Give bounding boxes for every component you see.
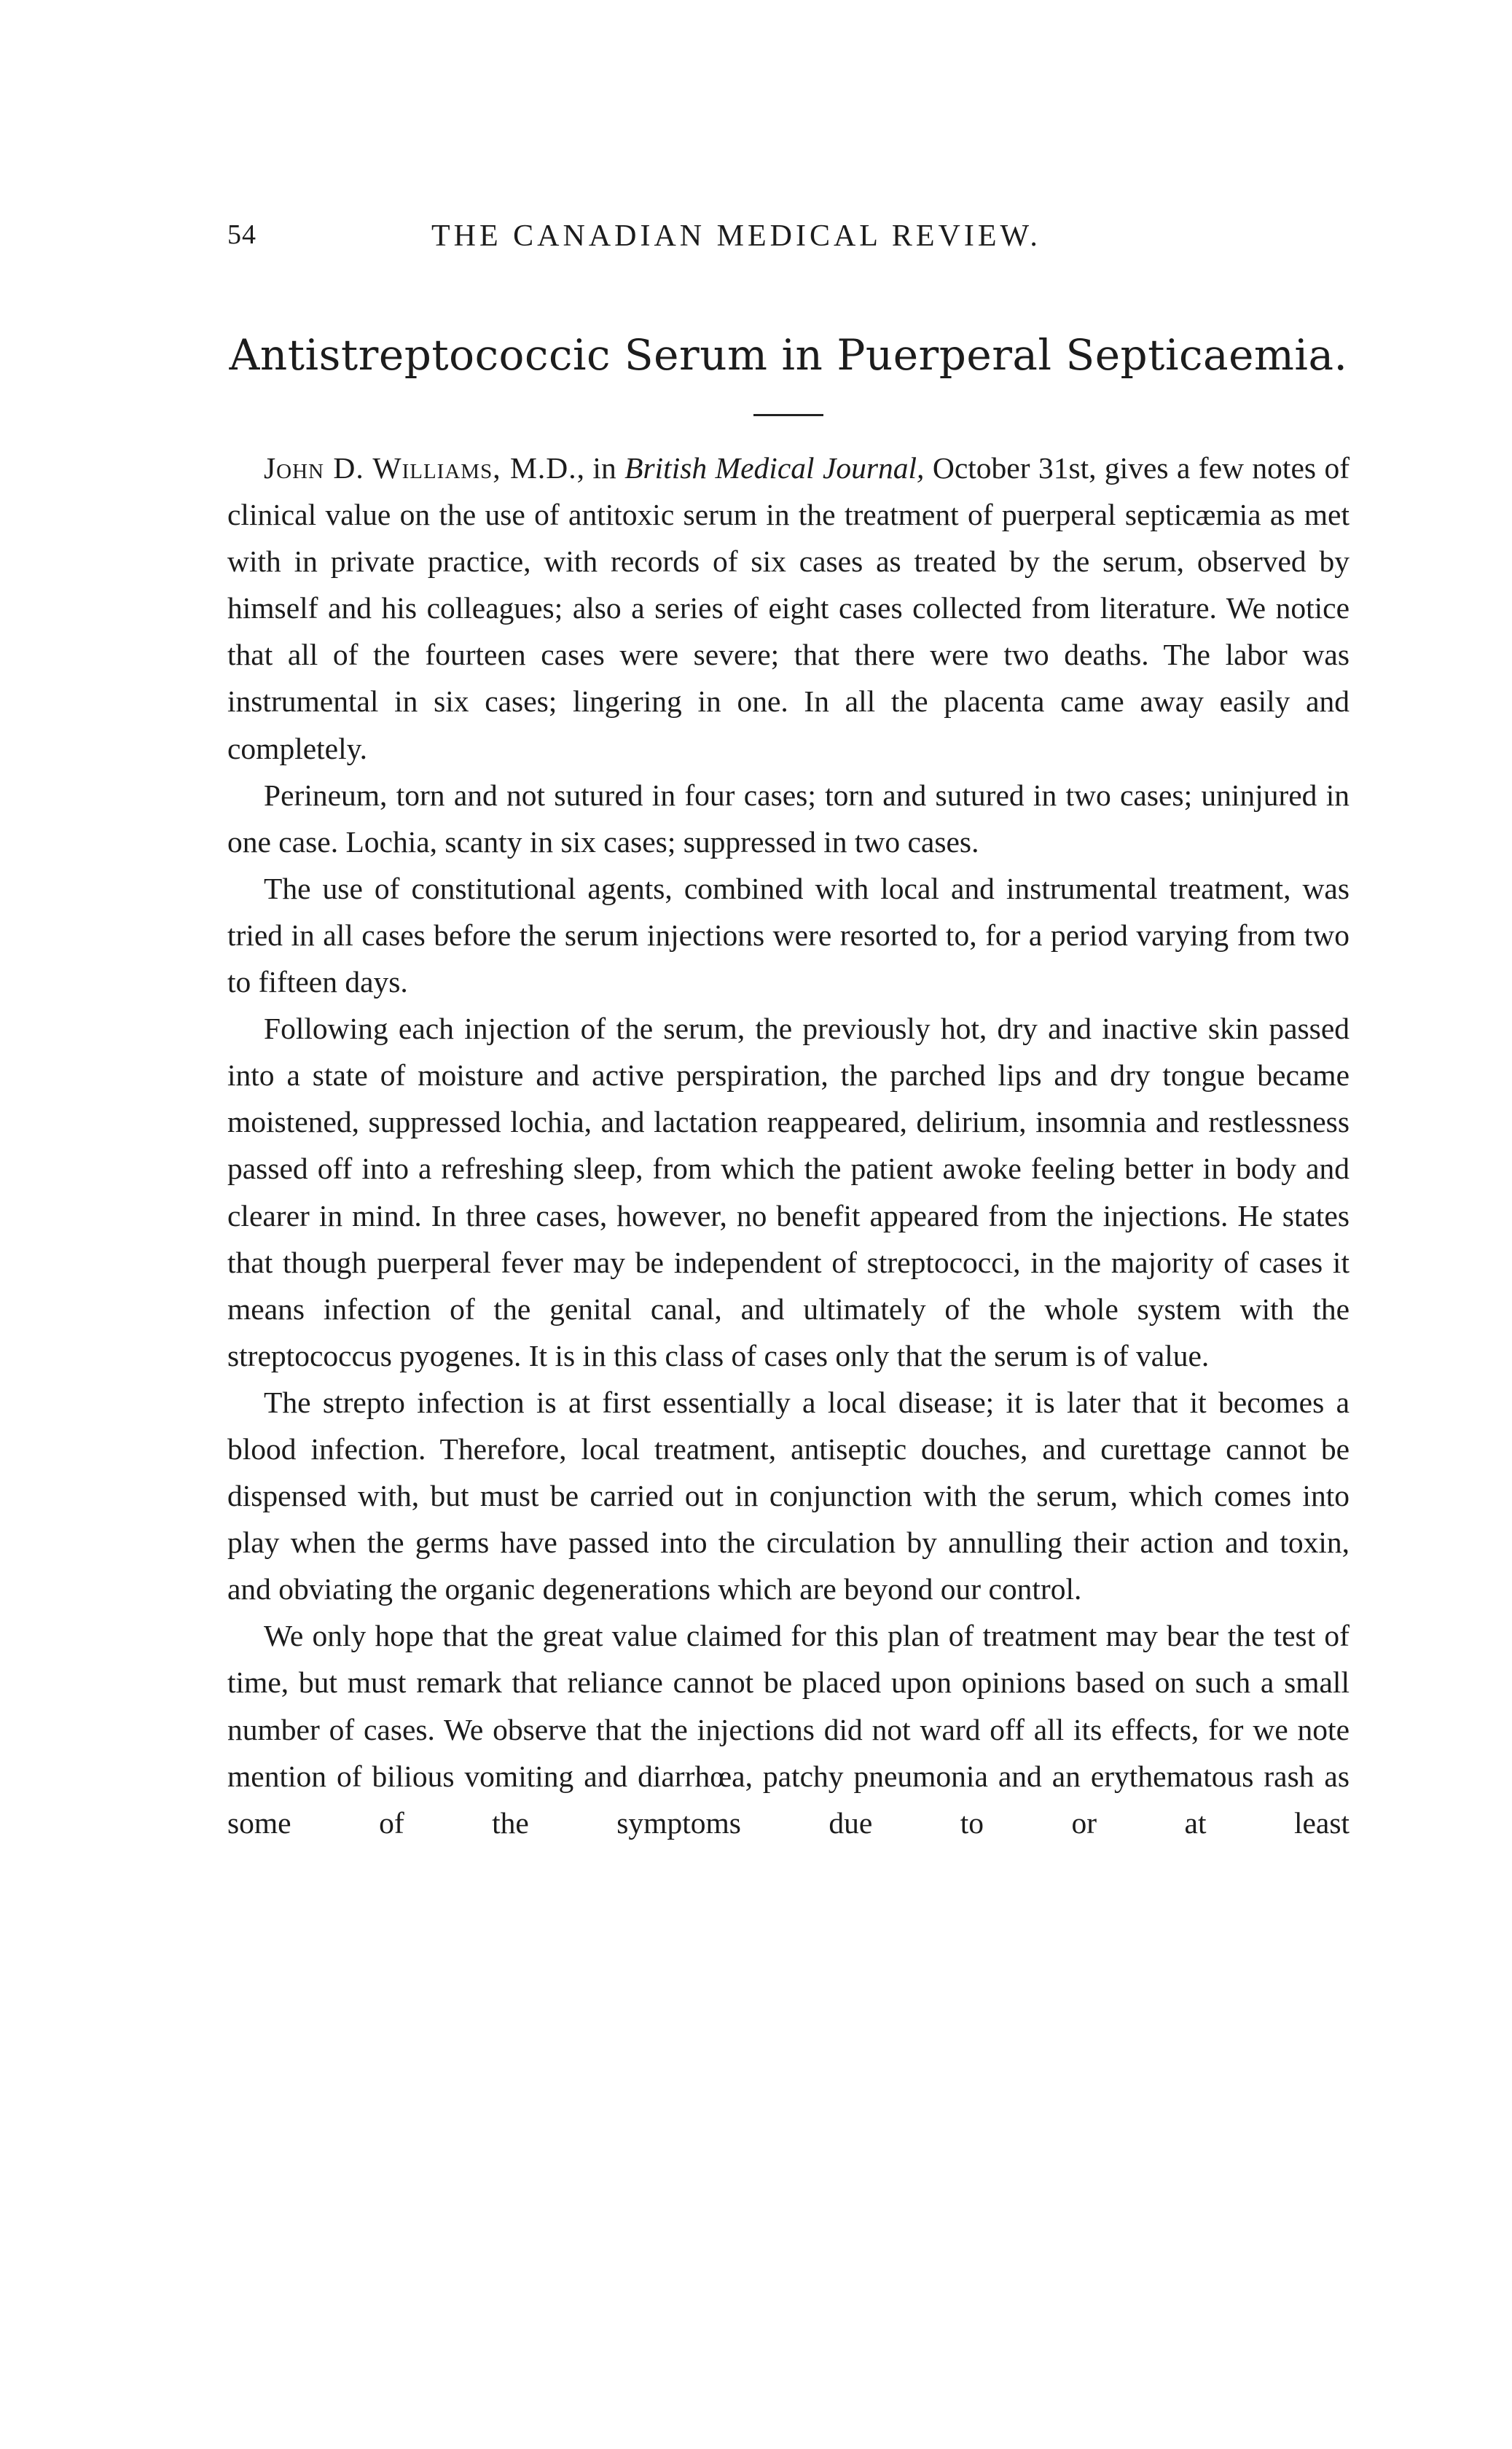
page-number: 54	[227, 219, 256, 250]
paragraph-2: Perineum, torn and not sutured in four cases; torn and sutured in two cases; uninjured in one case. Lochia, scanty in six cases; suppressed in two cases.	[227, 778, 1350, 859]
paragraph-1	[227, 445, 1350, 772]
title-divider	[753, 414, 823, 416]
paragraph-6: We only hope that the great value claimed for this plan of treatment may bear the test of time, but must remark that reliance cannot be placed upon opinions based on such a small number of cases. We observe that the injections did not ward off all its effects, for we note mention of bilious vomiting and diarrhœa, patchy pneumonia and an erythematous rash as some of the symptoms due to or at least	[227, 1619, 1350, 1840]
article-title: Antistreptococcic Serum in Puerperal Septicaemia.	[229, 330, 1348, 380]
paragraph-5: The strepto infection is at first essentially a local disease; it is later that it becomes a blood infection. Therefore, local treatment, antiseptic douches, and curettage cannot be dispensed with, but must be carried out in conjunction with the serum, which comes into play when the germs have passed into the circulation by annulling their action and toxin, and obviating the organic degenerations which are beyond our control.	[227, 1385, 1350, 1606]
running-header	[227, 219, 1350, 262]
paragraph-1-text: October 31st, gives a few notes of clinical value on the use of antitoxic serum in the treatment of puerperal septicæmia as met with in private practice, with records of six cases as treated by the serum, observed by himself and his colleagues; also a series of eight cases collected from literature. We notice that all of the fourteen cases were severe; that there were two deaths. The labor was instrumental in six cases; lingering in one. In all the placenta came away easily and completely.	[227, 451, 1350, 765]
source-journal: British Medical Journal,	[624, 451, 925, 485]
paragraph-3: The use of constitutional agents, combined with local and instrumental treatment, was tried in all cases before the serum injections were resorted to, for a period varying from two to fifteen days.	[227, 871, 1350, 999]
article-body	[227, 445, 1350, 1846]
author-connector: , in	[576, 451, 625, 485]
author-name: John D. Williams, M.D.	[264, 451, 577, 485]
journal-title: THE CANADIAN MEDICAL REVIEW.	[431, 219, 1041, 253]
paragraph-4: Following each injection of the serum, the previously hot, dry and inactive skin passed into a state of moisture and active perspiration, the parched lips and dry tongue became moistened, suppressed lochia, and lactation reappeared, delirium, insomnia and restlessness passed off into a refreshing sleep, from which the patient awoke feeling better in body and clearer in mind. In three cases, however, no benefit appeared from the injections. He states that though puerperal fever may be independent of streptococci, in the majority of cases it means infection of the genital canal, and ultimately of the whole system with the streptococcus pyogenes. It is in this class of cases only that the serum is of value.	[227, 1012, 1350, 1372]
